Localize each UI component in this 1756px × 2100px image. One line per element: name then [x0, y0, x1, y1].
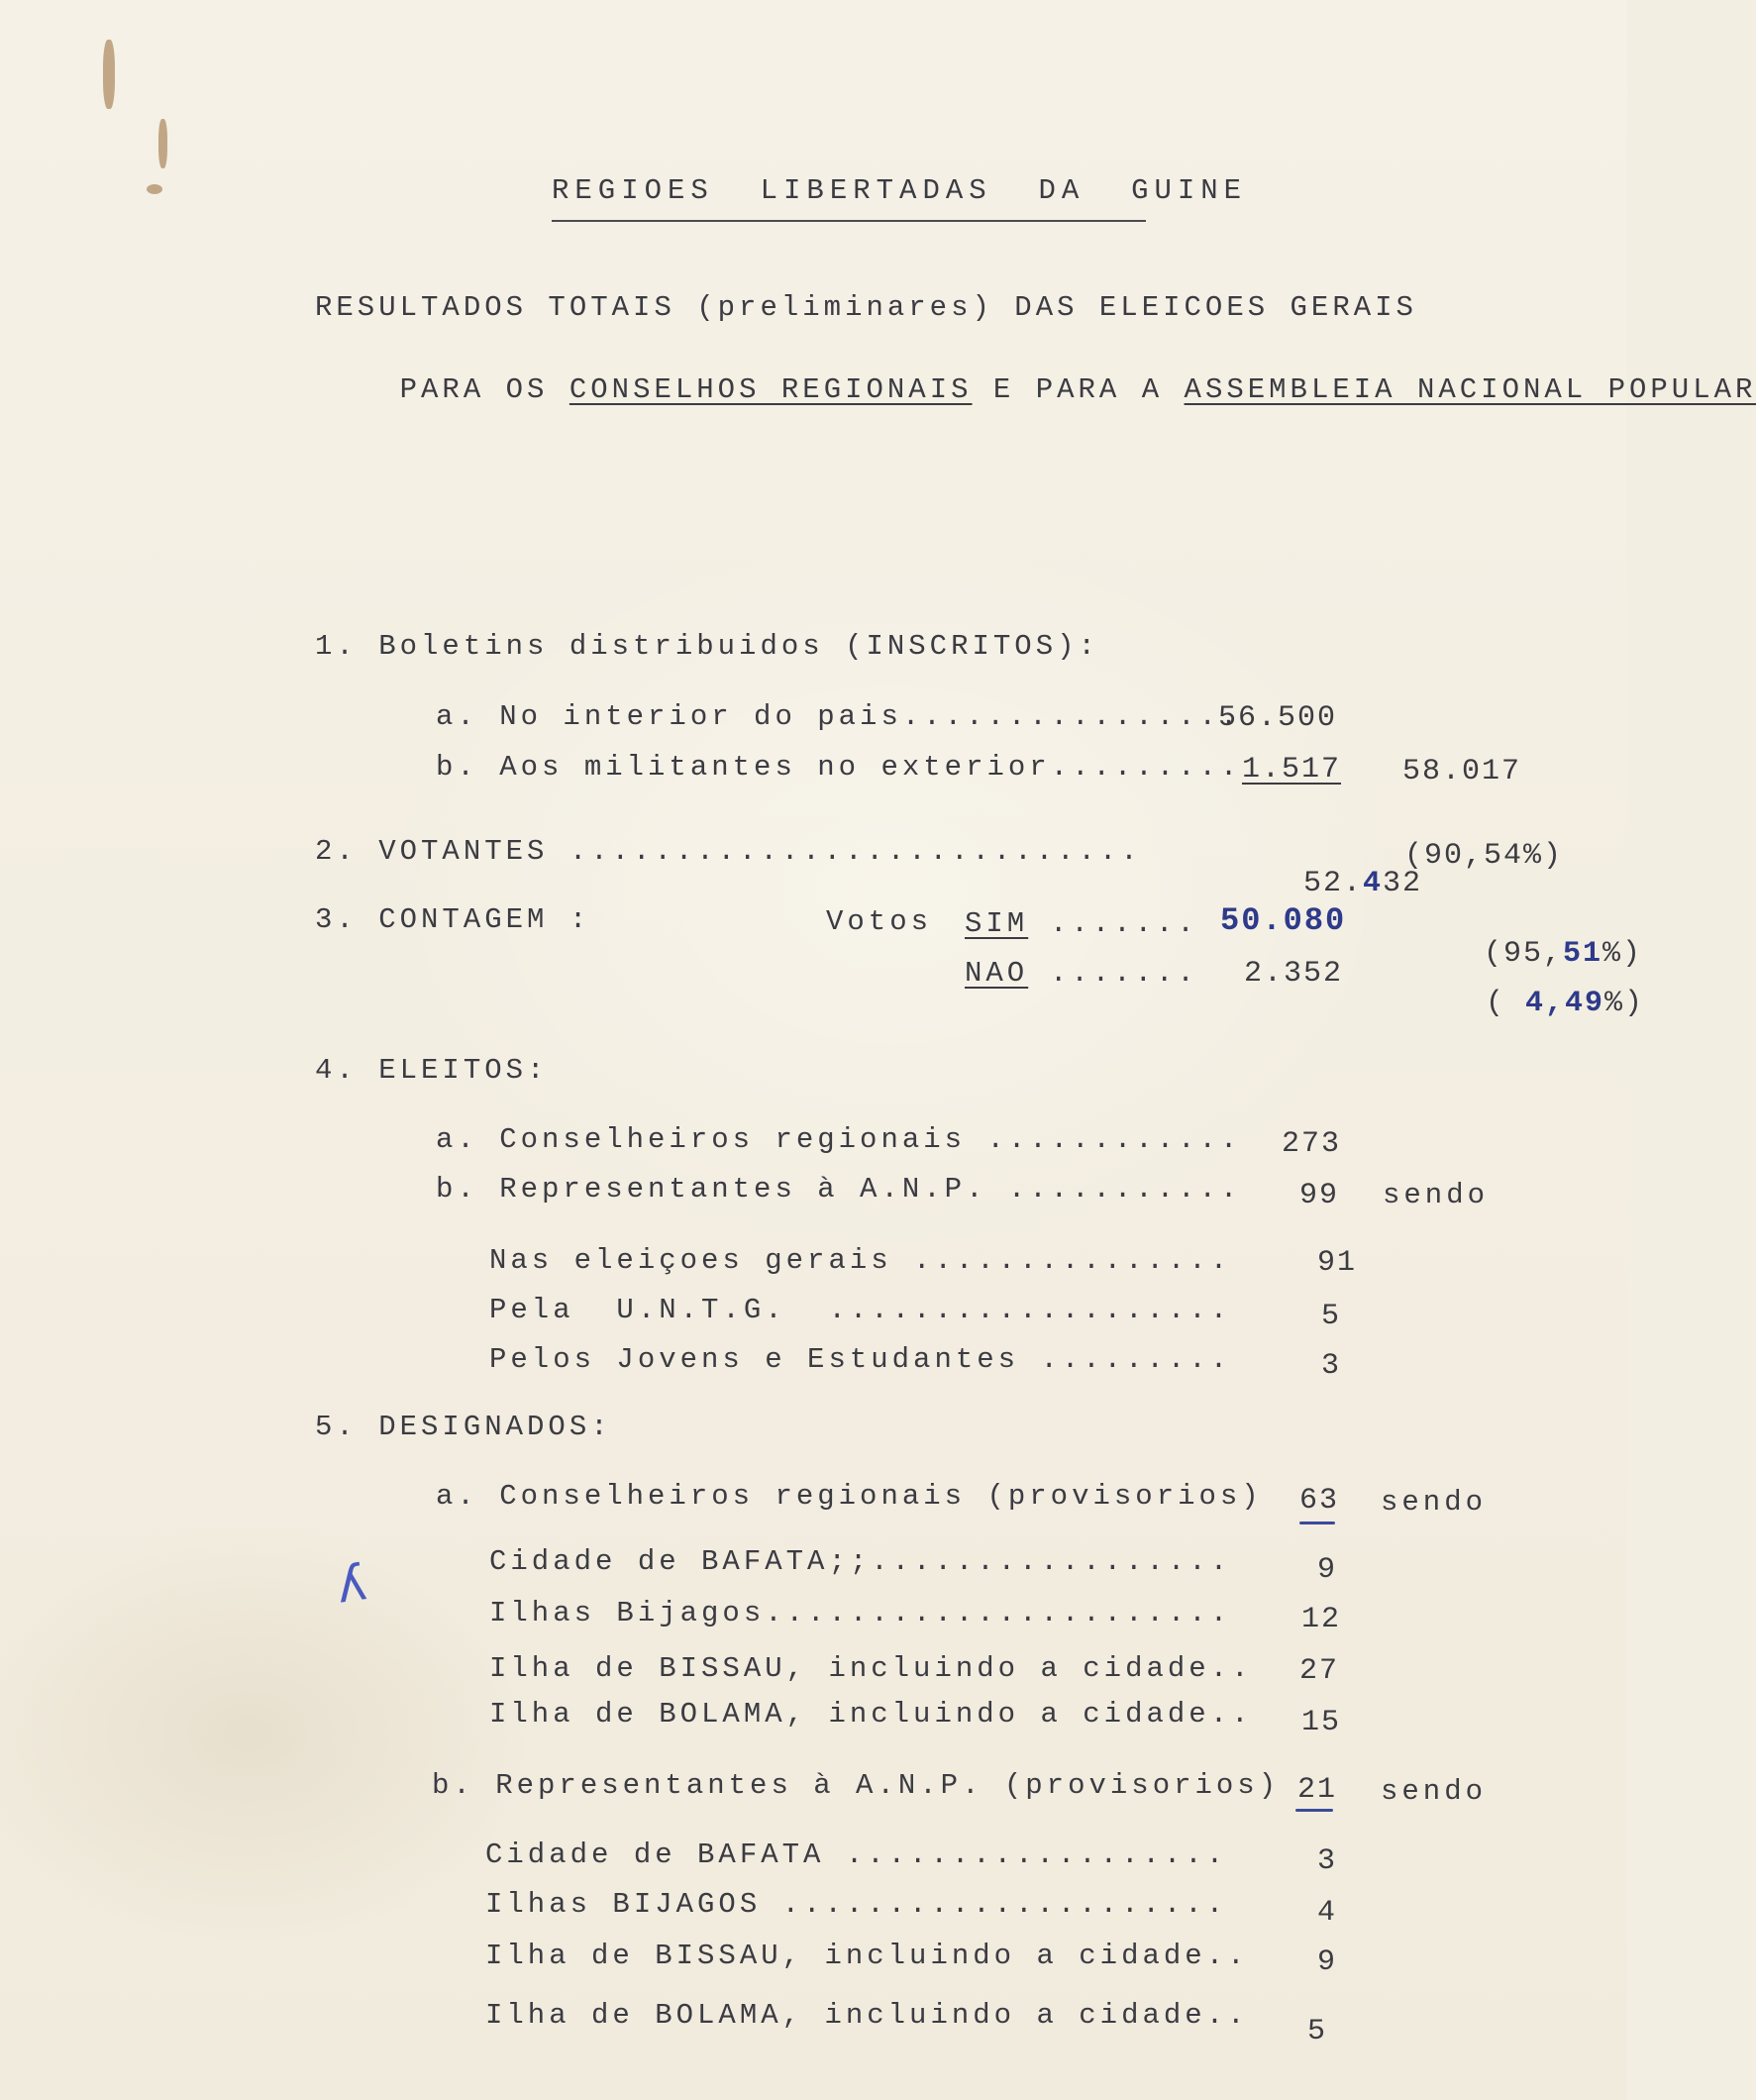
nao-pct-part: %)	[1604, 987, 1645, 1020]
section1-a-value: 56.500	[1218, 701, 1338, 735]
section5-b-sub-label: Ilha de BOLAMA, incluindo a cidade..	[485, 1999, 1249, 2032]
section3-votos-label: Votos	[826, 905, 933, 938]
section5-a-sub-label: Ilha de BISSAU, incluindo a cidade..	[489, 1652, 1253, 1685]
section5-b-sub-value: 4	[1317, 1896, 1338, 1930]
section5-a-sub-label: Ilha de BOLAMA, incluindo a cidade..	[489, 1698, 1253, 1731]
subtitle-underlined-conselhos: CONSELHOS REGIONAIS	[568, 373, 973, 406]
section5-a-sub-label: Ilhas Bijagos......................	[489, 1597, 1232, 1629]
section5-a-sendo: sendo	[1381, 1486, 1488, 1519]
document-subtitle-line1: RESULTADOS TOTAIS (preliminares) DAS ELEICOES GERAIS	[315, 291, 1417, 324]
sim-pct-part: (95,	[1484, 937, 1564, 971]
section5-a-sub-label: Cidade de BAFATA;;.................	[489, 1545, 1232, 1578]
section4-a-label: a. Conselheiros regionais ............	[436, 1123, 1242, 1156]
section2-percent: (90,54%)	[1404, 839, 1564, 873]
section3-label: 3. CONTAGEM :	[315, 903, 591, 936]
section4-heading: 4. ELEITOS:	[315, 1054, 549, 1087]
section5-a-value: 63	[1299, 1484, 1340, 1518]
section5-a-pen-underline	[1299, 1522, 1335, 1524]
section5-a-sub-value: 15	[1301, 1706, 1342, 1739]
section1-heading: 1. Boletins distribuidos (INSCRITOS):	[315, 630, 1099, 663]
section4-sub-label: Pela U.N.T.G. ...................	[489, 1294, 1232, 1326]
section5-b-sub-value: 9	[1317, 1945, 1338, 1979]
sim-pct-part: %)	[1602, 937, 1643, 971]
section5-a-sub-value: 27	[1299, 1654, 1340, 1688]
sim-pct-handwritten: 51	[1563, 937, 1603, 971]
section5-b-pen-underline	[1295, 1809, 1333, 1812]
section3-sim-label: SIM	[965, 907, 1029, 940]
section4-b-label: b. Representantes à A.N.P. ...........	[436, 1173, 1242, 1206]
handwritten-check-mark: ʎ	[333, 1553, 370, 1615]
section5-a-sub-value: 12	[1301, 1603, 1342, 1636]
section5-b-sub-value: 5	[1307, 2015, 1328, 2048]
section4-sub-value: 3	[1321, 1349, 1342, 1383]
section3-nao-percent	[1406, 959, 1644, 1048]
section3-sim-dots: .......	[1050, 907, 1198, 940]
section1-a-label: a. No interior do pais................	[436, 700, 1242, 733]
section5-b-sub-label: Cidade de BAFATA ..................	[485, 1838, 1228, 1871]
title-underline	[552, 220, 1146, 222]
rust-stain	[158, 119, 167, 168]
subtitle-underlined-assembleia: ASSEMBLEIA NACIONAL POPULAR	[1184, 373, 1756, 406]
section5-b-sub-value: 3	[1317, 1844, 1338, 1878]
rust-stain	[103, 40, 115, 109]
section2-value-handwritten-digit: 4	[1363, 867, 1384, 900]
subtitle-text: E PARA A	[972, 373, 1185, 406]
section3-nao-label: NAO	[965, 957, 1029, 990]
section4-sendo: sendo	[1383, 1179, 1490, 1211]
section2-value-part: 32	[1383, 867, 1423, 900]
section5-b-sub-label: Ilha de BISSAU, incluindo a cidade..	[485, 1940, 1249, 1972]
section5-b-sendo: sendo	[1381, 1775, 1488, 1808]
section2-label: 2. VOTANTES ...........................	[315, 835, 1142, 868]
section3-nao-value: 2.352	[1244, 957, 1344, 991]
section4-a-value: 273	[1282, 1127, 1342, 1161]
section4-sub-label: Nas eleiçoes gerais ...............	[489, 1244, 1232, 1277]
section2-value-part: 52.	[1303, 867, 1364, 900]
section5-b-value: 21	[1297, 1773, 1338, 1807]
section1-b-value: 1.517	[1242, 753, 1342, 787]
nao-pct-handwritten: 4,49	[1525, 987, 1605, 1020]
section5-heading: 5. DESIGNADOS:	[315, 1411, 612, 1443]
subtitle-text: PARA OS	[399, 373, 569, 406]
section3-sim-value: 50.080	[1220, 902, 1347, 939]
section5-b-label: b. Representantes à A.N.P. (provisorios)	[432, 1769, 1281, 1802]
document-title: REGIOES LIBERTADAS DA GUINE	[552, 174, 1248, 207]
section4-sub-value: 5	[1321, 1300, 1342, 1333]
section5-b-sub-label: Ilhas BIJAGOS .....................	[485, 1888, 1228, 1921]
section1-b-label: b. Aos militantes no exterior.........	[436, 751, 1242, 784]
document-subtitle-line2	[315, 347, 1756, 433]
section5-a-sub-value: 9	[1317, 1553, 1338, 1587]
section4-b-value: 99	[1299, 1179, 1340, 1212]
section4-sub-label: Pelos Jovens e Estudantes .........	[489, 1343, 1232, 1376]
section4-sub-value: 91	[1317, 1246, 1358, 1280]
section5-a-label: a. Conselheiros regionais (provisorios)	[436, 1480, 1263, 1513]
section3-nao-dots: .......	[1050, 957, 1198, 990]
rust-stain	[147, 184, 162, 194]
nao-pct-part: (	[1486, 987, 1526, 1020]
section1-total: 58.017	[1402, 755, 1522, 788]
